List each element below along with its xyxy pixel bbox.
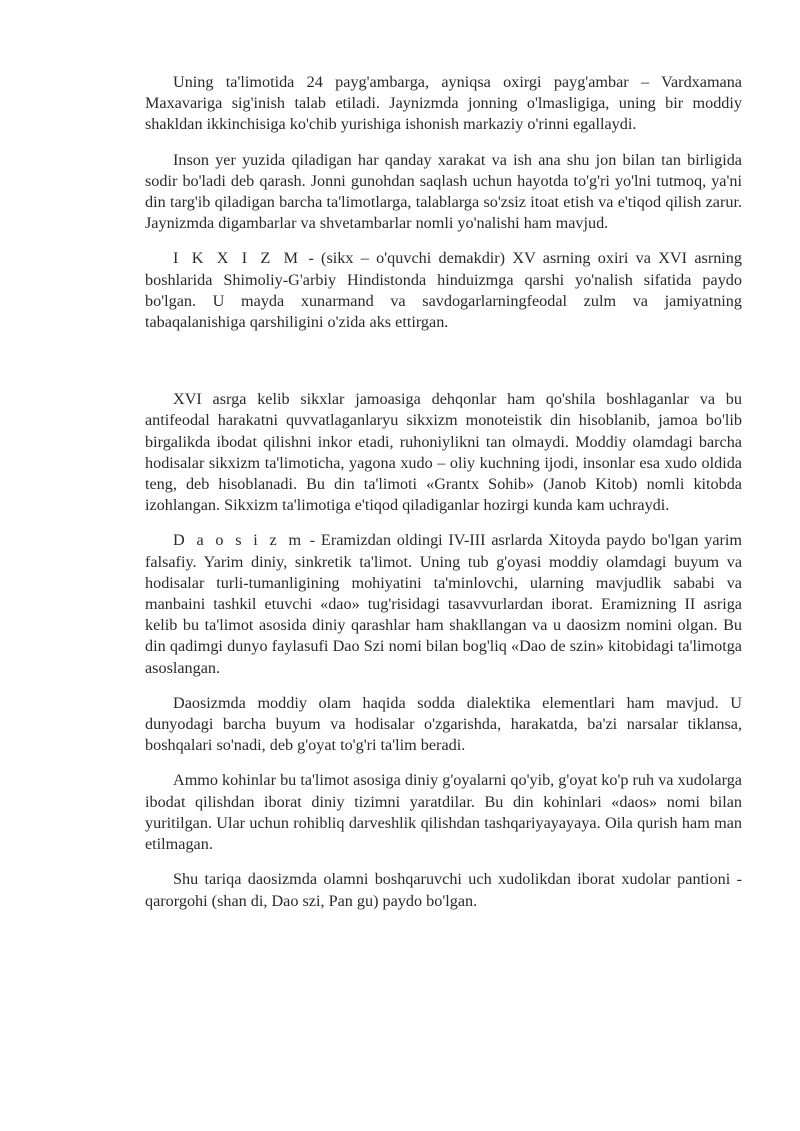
paragraph-taoism-pantheon [145, 869, 742, 911]
term-sikhism: I K X I Z M [173, 249, 302, 268]
paragraph-text: XVI asrga kelib sikxlar jamoasiga dehqonlar ham qo'shila boshlaganlar va bu antifeodal harakatni quvvatlaganlaryu sikxizm monoteistik din hisoblanib, jamoa bo'lib birgalikda ibodat qilishni inkor etadi, ruhoniylikni tan olmaydi. Moddiy olamdagi barcha hodisalar sikxizm ta'limoticha, yagona xudo – oliy kuchning ijodi, insonlar esa xudo oldida teng, deb hisoblanadi. Bu din ta'limoti «Grantx Sohib» (Janob Kitob) nomli kitobda izohlangan. Sikxizm ta'limotiga e'tiqod qiladiganlar hozirgi kunda kam uchraydi. [145, 390, 742, 515]
paragraph-text: - (sikx – o'quvchi demakdir) XV asrning oxiri va XVI asrning boshlarida Shimoliy-G'arbiy Hindistonda hinduizmga qarshi yo'nalish sifatida paydo bo'lgan. U mayda xunarmand va savdogarlarningfeodal zulm va jamiyatning tabaqalanishiga qarshiligini o'zida aks ettirgan. [145, 249, 742, 332]
paragraph-text: Daosizmda moddiy olam haqida sodda dialektika elementlari ham mavjud. U dunyodagi barcha buyum va hodisalar o'zgarishda, harakatda, ba'zi narsalar tiklansa, boshqalari so'nadi, deb g'oyat to'g'ri ta'lim beradi. [145, 693, 742, 755]
paragraph-jainism-soul [145, 150, 742, 235]
paragraph-text: - Eramizdan oldingi IV-III asrlarda Xitoyda paydo bo'lgan yarim falsafiy. Yarim diniy, sinkretik ta'limot. Uning tub g'oyasi moddiy olamdagi buyum va hodisalar turli-tumanligining mohiyatini ta'minlovchi, ularning mavjudlik sababi va manbaini tashkil etuvchi «dao» tug'risidagi tasavvurlardan iborat. Eramizning II asriga kelib bu ta'limot asosida diniy qarashlar ham shakllangan va u daosizm nomini olgan. Bu din qadimgi dunyo faylasufi Dao Szi nomi bilan bog'liq «Dao de szin» kitobidagi ta'limotga asoslangan. [145, 531, 742, 677]
paragraph-text: Shu tariqa daosizmda olamni boshqaruvchi uch xudolikdan iborat xudolar pantioni - qarorgohi (shan di, Dao szi, Pan gu) paydo bo'lgan. [145, 870, 742, 910]
paragraph-text: Ammo kohinlar bu ta'limot asosiga diniy g'oyalarni qo'yib, g'oyat ko'p ruh va xudolarga ibodat qilishdan iborat diniy tizimni yaratdilar. Bu din kohinlari «daos» nomi bilan yuritilgan. Ular uchun rohibliq darveshlik qilishdan tashqariyayayaya. Oila qurish ham man etilmagan. [145, 771, 742, 854]
paragraph-taoism-intro [145, 530, 742, 678]
paragraph-text: Uning ta'limotida 24 payg'ambarga, ayniqsa oxirgi payg'ambar – Vardxamana Maxavariga sig'inish talab etiladi. Jaynizmda jonning o'lmasligiga, uning bir moddiy shakldan ikkinchisiga ko'chib yurishiga ishonish markaziy o'rinni egallaydi. [145, 73, 742, 134]
paragraph-taoism-dialectics [145, 693, 742, 757]
paragraph-sikhism-intro [145, 248, 742, 333]
paragraph-jainism-teaching [145, 72, 742, 136]
document-page [145, 72, 742, 926]
paragraph-taoism-priests [145, 770, 742, 855]
term-taoism: D a o s i z m [173, 531, 305, 550]
paragraph-sikhism-history [145, 389, 742, 516]
paragraph-text: Inson yer yuzida qiladigan har qanday xarakat va ish ana shu jon bilan tan birligida sodir bo'ladi deb qarash. Jonni gunohdan saqlash uchun hayotda to'g'ri yo'lni tutmoq, ya'ni din targ'ib qiladigan barcha ta'limotlarga, talablarga so'zsiz itoat etish va e'tiqod qilish zarur. Jaynizmda digambarlar va shvetambarlar nomli yo'nalishi ham mavjud. [145, 150, 742, 233]
